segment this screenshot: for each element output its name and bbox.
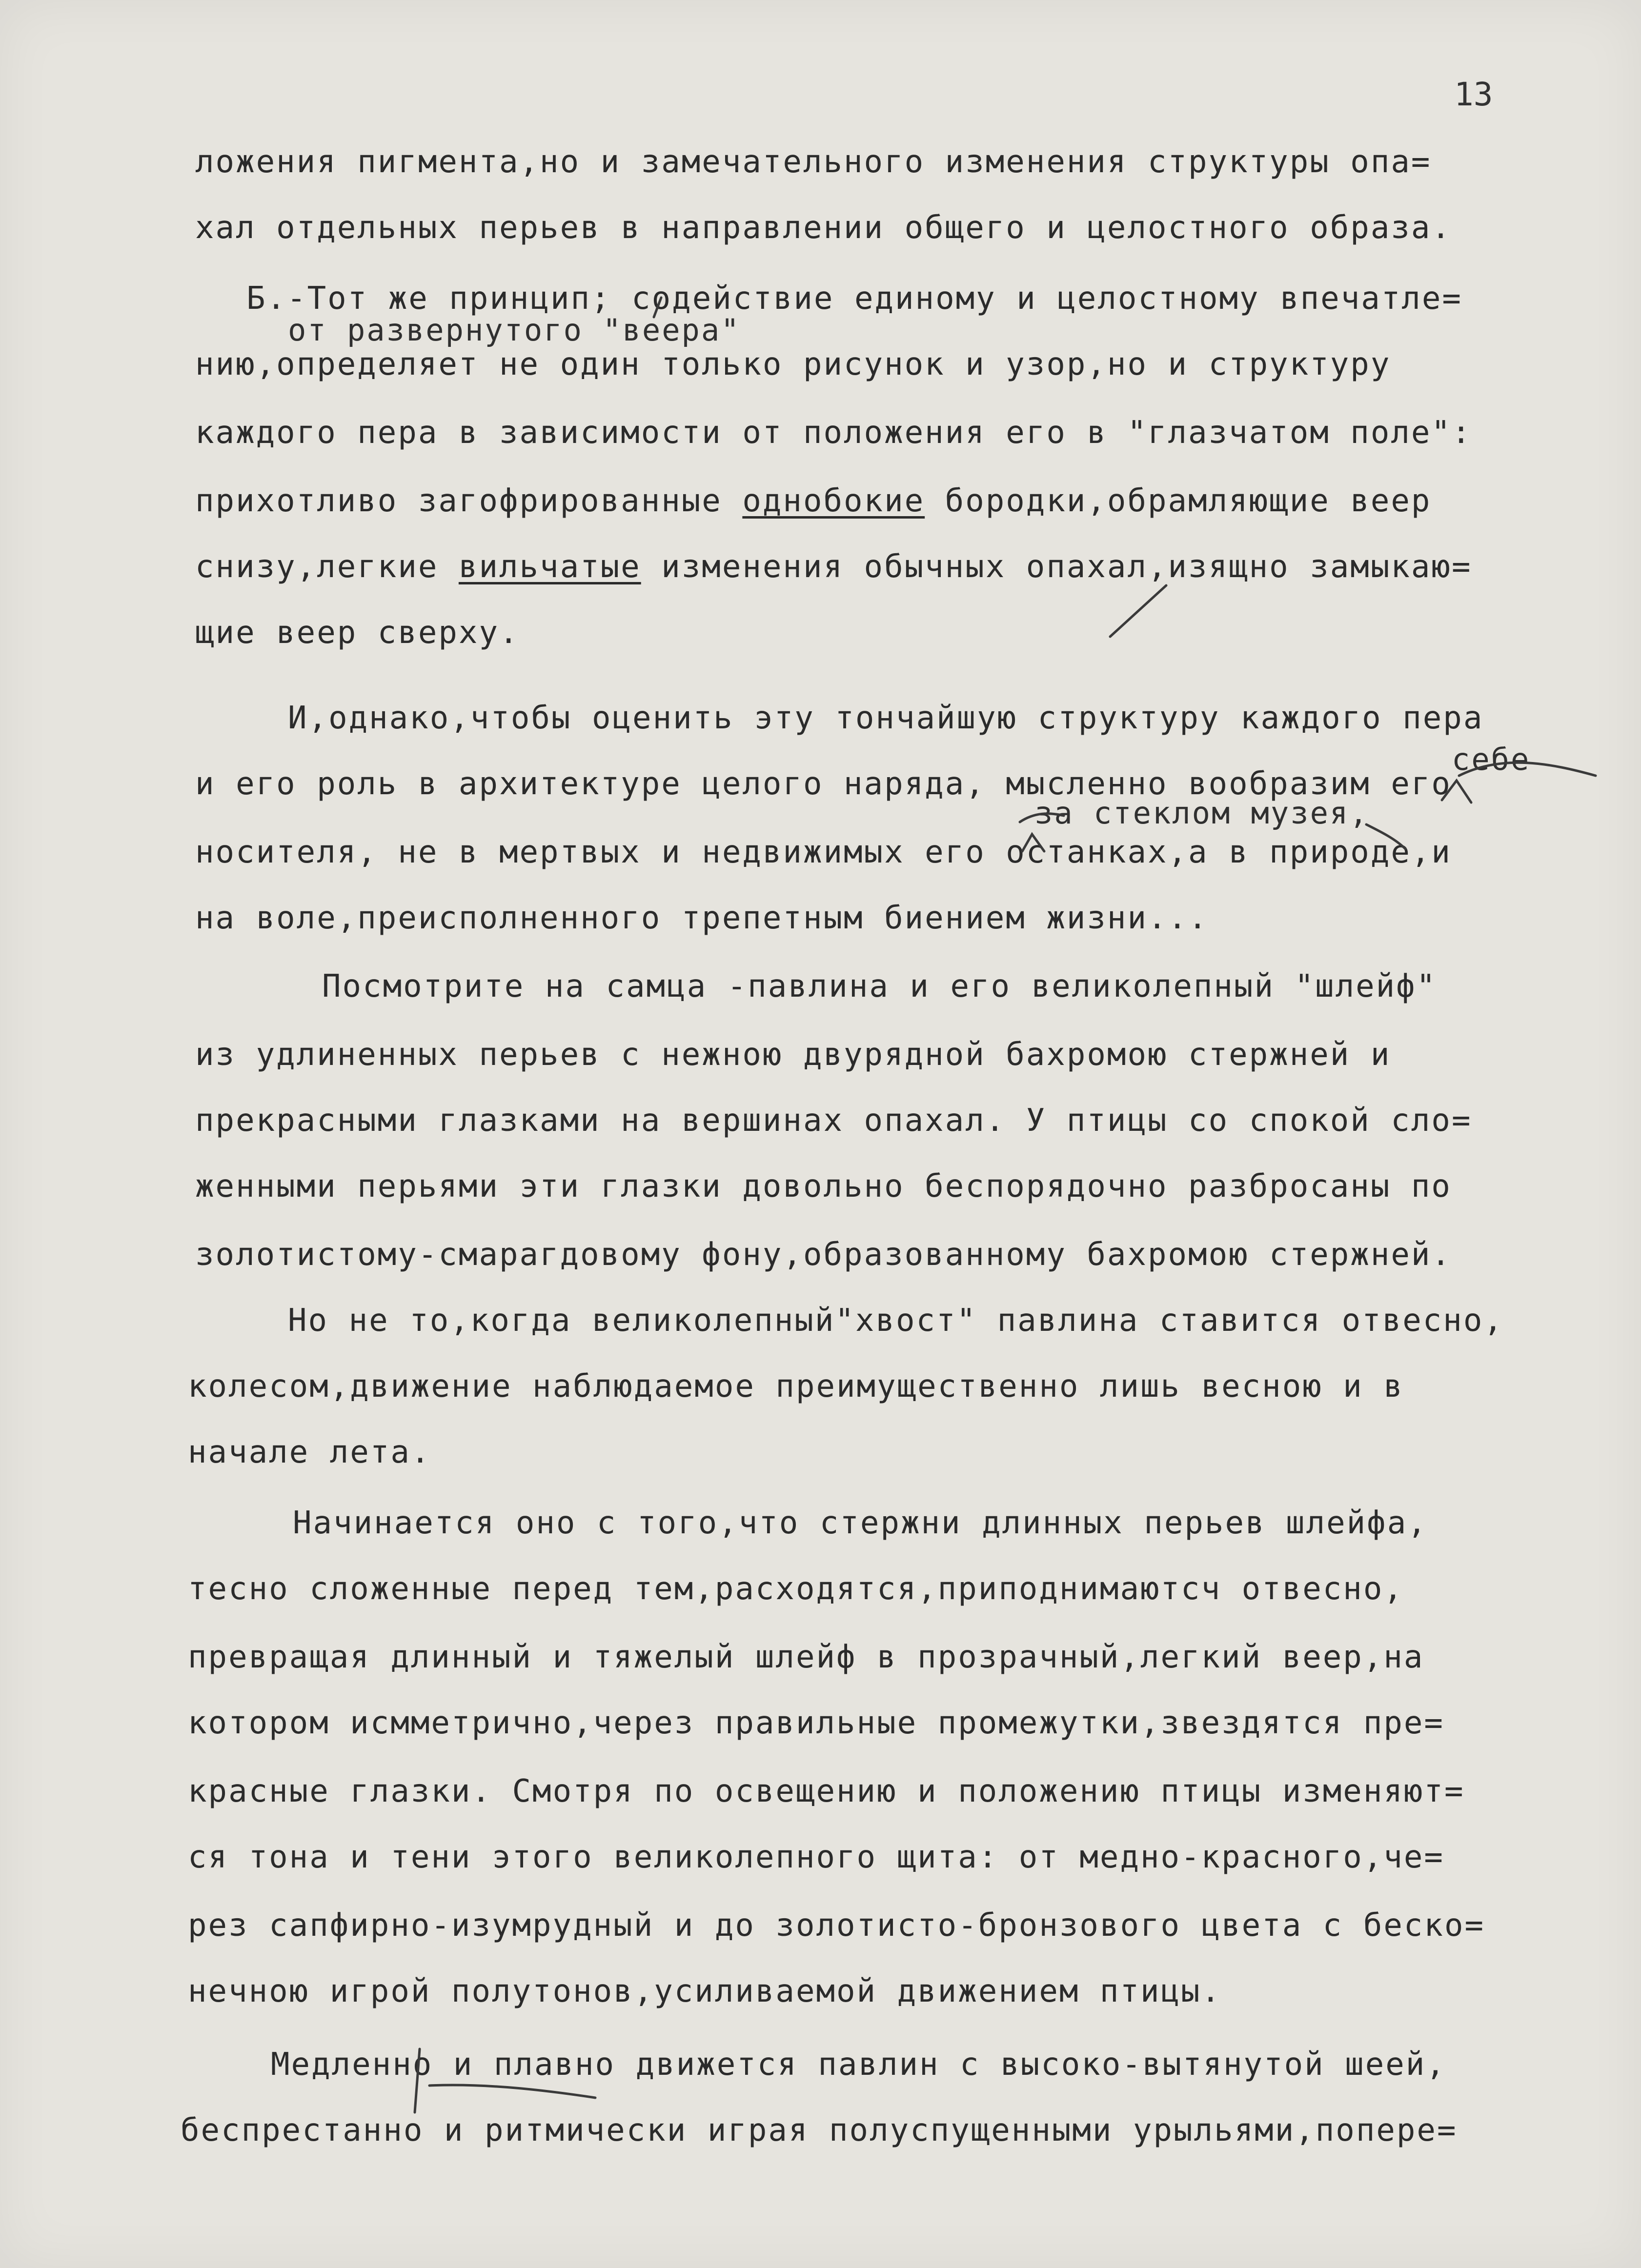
pencil-tick-fan <box>654 298 661 317</box>
text-line-16: женными перьями эти глазки довольно беспорядочно разбросаны по <box>195 1168 1452 1204</box>
text-line-14: из удлиненных перьев с нежною двурядной бахромою стержней и <box>195 1037 1391 1073</box>
pencil-slash-mark <box>1110 585 1166 637</box>
insertion-caret-sebe <box>1442 781 1471 803</box>
text-line-6-post: бородки,обрамляющие веер <box>925 483 1432 519</box>
text-line-7-post: изменения обычных опахал,изящно замыкаю= <box>641 549 1472 585</box>
text-line-25: красные глазки. Смотря по освещению и положению птицы изменяют= <box>188 1773 1465 1809</box>
text-line-5: каждого пера в зависимости от положения его в "глазчатом поле": <box>195 415 1472 451</box>
text-line-28: нечною игрой полутонов,усиливаемой движением птицы. <box>188 1973 1222 2009</box>
text-line-18: Но не то,когда великолепный"хвост" павлина ставится отвесно, <box>288 1303 1504 1339</box>
underlined-word-one-sided: однобокие <box>742 483 925 519</box>
text-line-8: щие веер сверху. <box>195 615 520 651</box>
insert-sebe: себе <box>1452 742 1531 777</box>
text-line-7-pre: снизу,легкие <box>195 549 459 585</box>
text-line-24: котором исмметрично,через правильные промежутки,звездятся пре= <box>188 1705 1444 1741</box>
page-number: 13 <box>1454 76 1493 113</box>
text-line-21: Начинается оно с того,что стержни длинных перьев шлейфа, <box>293 1505 1428 1541</box>
text-line-22: тесно сложенные перед тем,расходятся,приподнимаютсч отвесно, <box>188 1571 1404 1607</box>
insertion-caret-museum <box>1022 834 1044 851</box>
text-line-11: носителя, не в мертвых и недвижимых его останках,а в природе,и <box>195 834 1452 870</box>
text-line-20: начале лета. <box>188 1434 431 1470</box>
text-line-4: нию,определяет не один только рисунок и узор,но и структуру <box>195 346 1391 382</box>
insertion-curve-museum <box>1020 814 1405 849</box>
text-line-15: прекрасными глазками на вершинах опахал. У птицы со спокой сло= <box>195 1103 1472 1139</box>
text-line-13: Посмотрите на самца -павлина и его великолепный "шлейф" <box>322 968 1437 1004</box>
pencil-margin-stroke <box>415 2049 420 2112</box>
text-line-10: и его роль в архитектуре целого наряда, мысленно вообразим его <box>195 766 1452 802</box>
text-line-29: Медленно и плавно движется павлин с высоко-вытянутой шеей, <box>271 2047 1446 2083</box>
underlined-word-forked: вильчатые <box>458 549 641 585</box>
text-line-12: на воле,преисполненного трепетным биением жизни... <box>195 900 1209 936</box>
text-line-17: золотистому-смарагдовому фону,образованному бахромою стержней. <box>195 1237 1452 1273</box>
text-line-3: Б.-Тот же принцип; содействие единому и целостному впечатле= <box>246 281 1462 317</box>
text-line-19: колесом,движение наблюдаемое преимущественно лишь весною и в <box>188 1368 1404 1405</box>
text-line-2: хал отдельных перьев в направлении общего и целостного образа. <box>195 210 1452 246</box>
insert-behind-museum-glass: за стеклом музея, <box>1034 795 1369 831</box>
text-line-23: превращая длинный и тяжелый шлейф в прозрачный,легкий веер,на <box>188 1639 1424 1675</box>
text-line-6-pre: прихотливо загофрированные <box>195 483 743 519</box>
insertion-arc-sebe <box>1459 763 1596 776</box>
text-line-30: беспрестанно и ритмически играя полуспущенными урыльями,попере= <box>181 2112 1458 2148</box>
text-line-9: И,однако,чтобы оценить эту тончайшую структуру каждого пера <box>288 700 1484 736</box>
text-line-26: ся тона и тени этого великолепного щита: от медно-красного,че= <box>188 1839 1444 1875</box>
text-line-1: ложения пигмента,но и замечательного изменения структуры опа= <box>195 144 1432 180</box>
insert-from-unfolded-fan: от развернутого "веера" <box>288 312 741 348</box>
pencil-underline-stroke <box>429 2085 595 2098</box>
text-line-27: рез сапфирно-изумрудный и до золотисто-бронзового цвета с беско= <box>188 1907 1485 1944</box>
